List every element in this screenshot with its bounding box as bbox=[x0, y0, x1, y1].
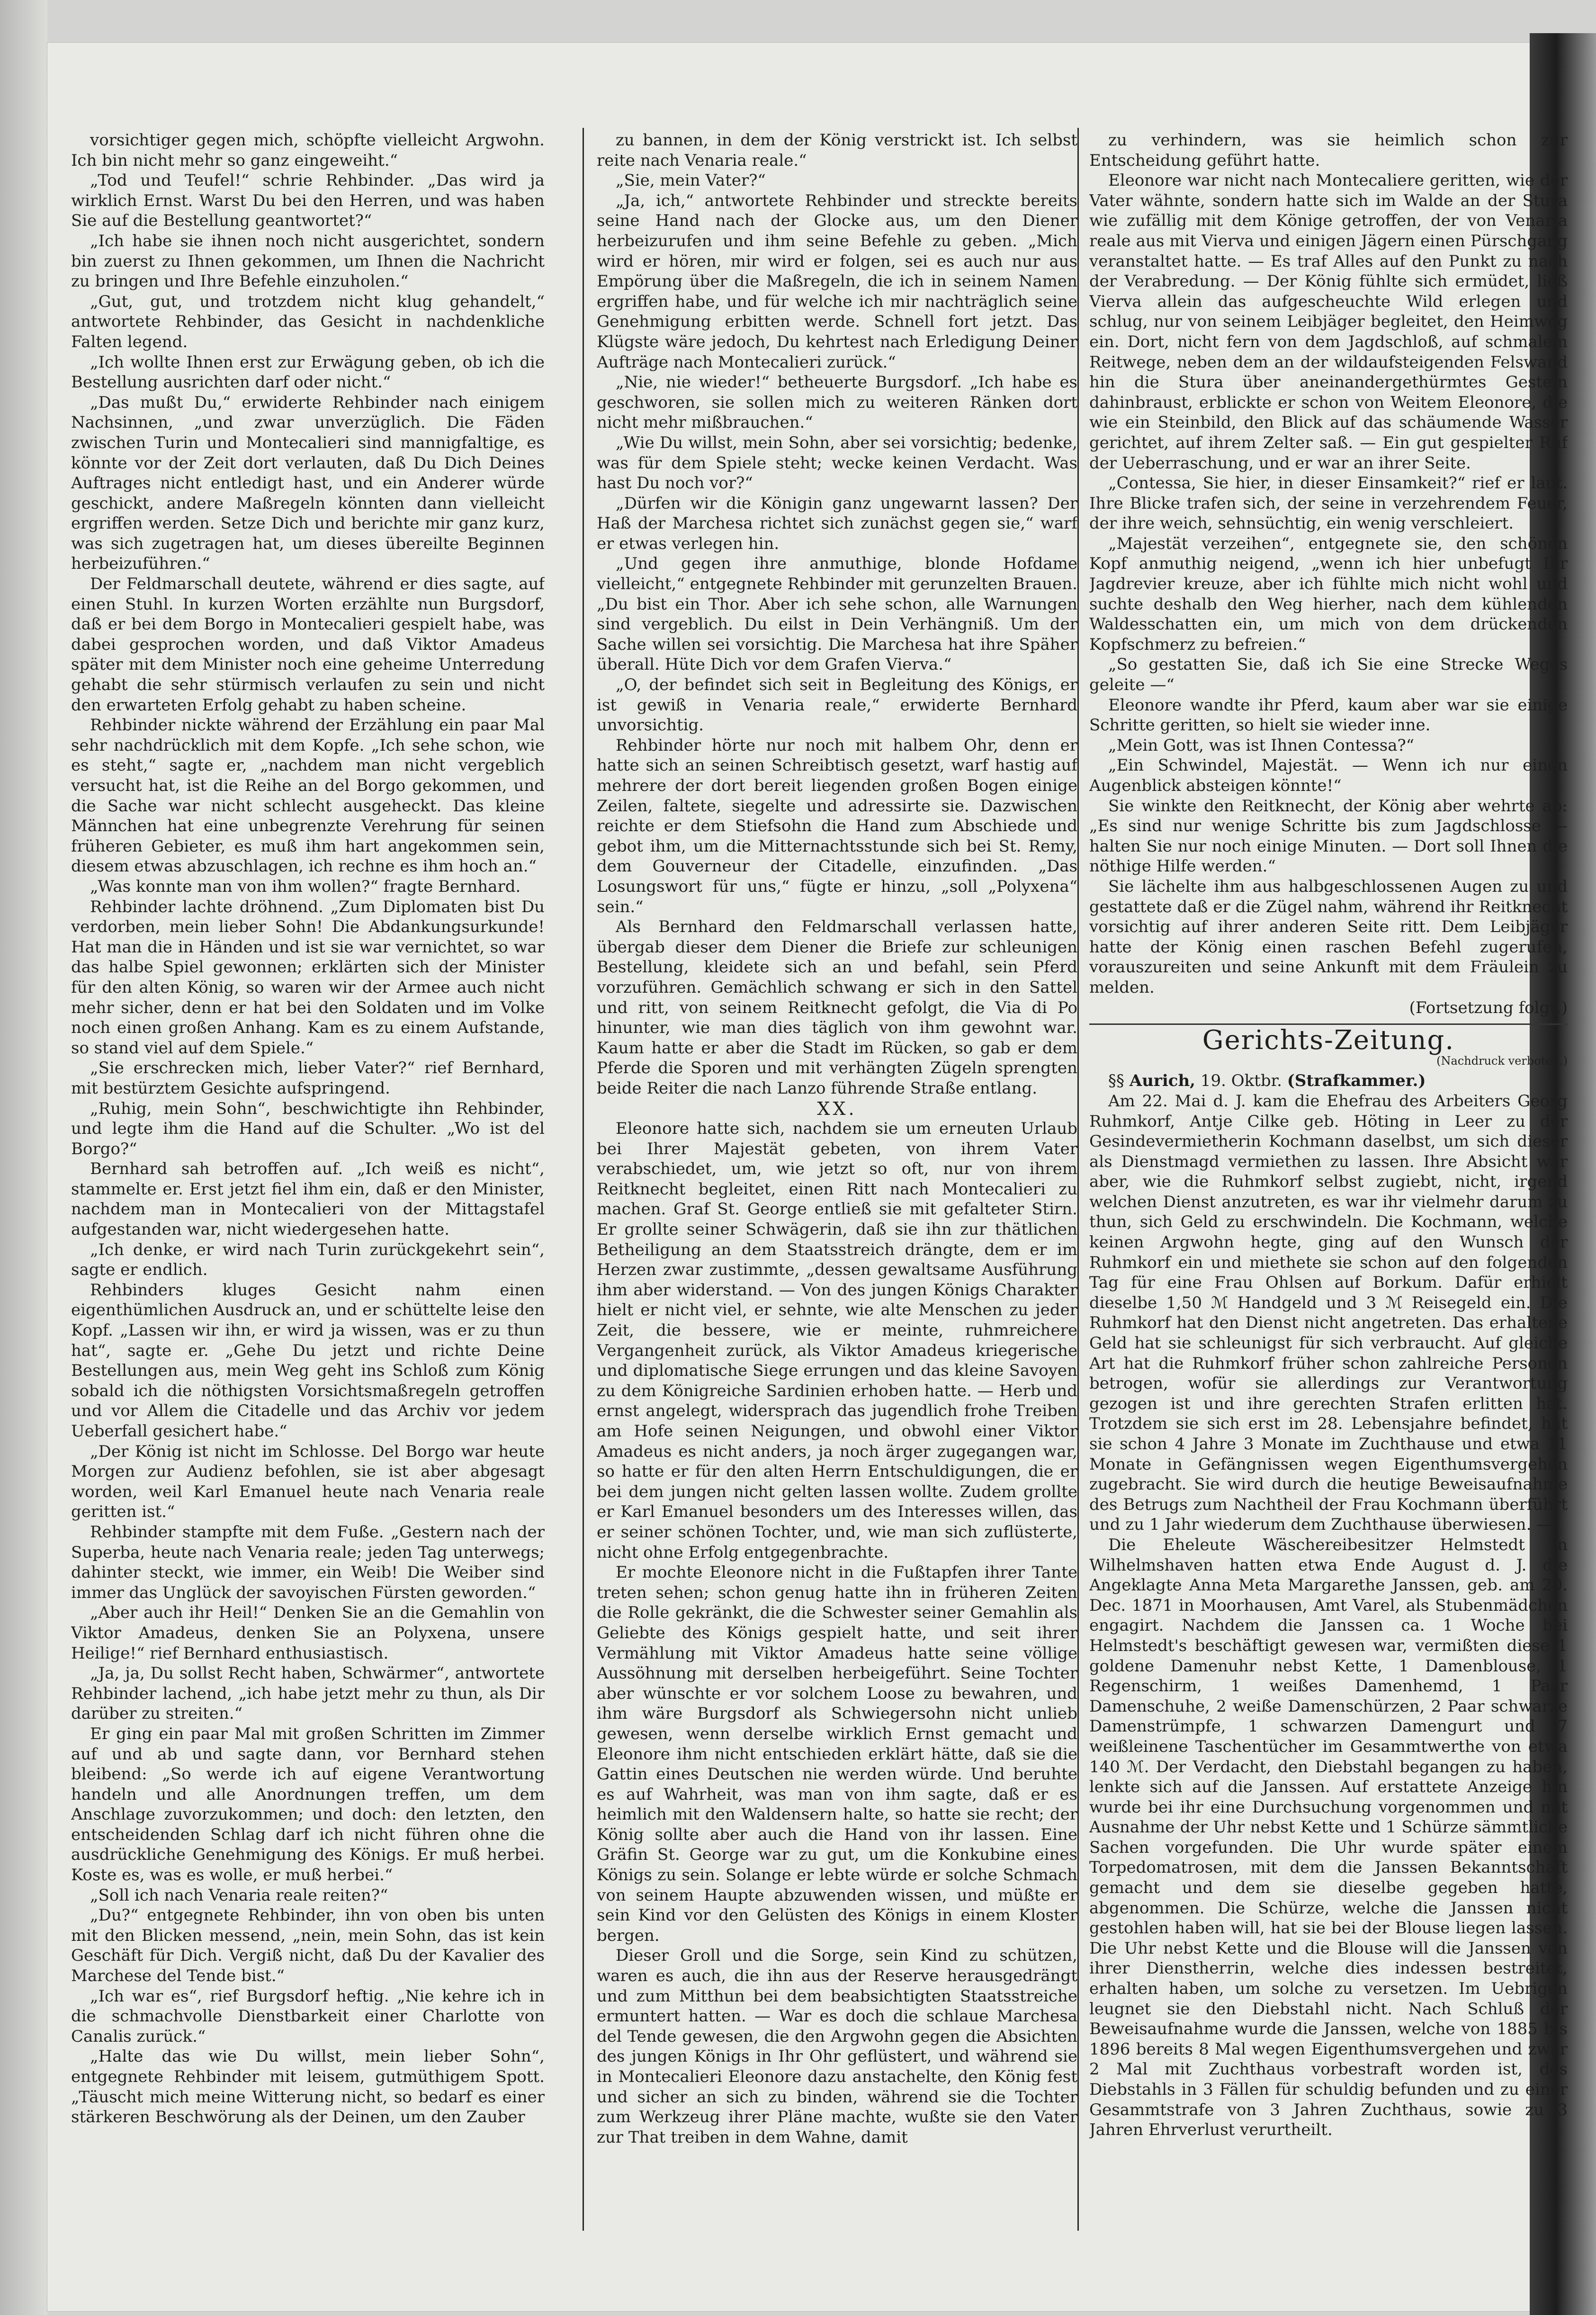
dateline-prefix: §§ bbox=[1108, 1071, 1124, 1091]
paragraph: „Was konnte man von ihm wollen?“ fragte Bernhard. bbox=[90, 877, 521, 896]
paragraph: Eleonore hatte sich, nachdem sie um erneuten Urlaub bei Ihrer Majestät gebeten, von ihrem Vater verabschiedet, um, wie jetzt so oft, nur von ihrem Reitknecht begleitet, einen Ritt nach Montecalieri zu machen. Graf St. George entließ sie mit gefalteter Stirn. Er grollte seiner Schwägerin, daß sie ihn zur thätlichen Betheiligung an dem Staatsstreich drängte, dem er im Herzen zwar zustimmte, „dessen gewaltsame Ausführung ihm aber widerstand. — Von des jungen Königs Charakter hielt er nicht viel, er sehnte, wie alte Menschen zu jeder Zeit, die bessere, wie er meinte, ruhmreichere Vergangenheit zurück, als Viktor Amadeus kriegerische und diplomatische Siege errungen und das kleine Savoyen zu dem Königreiche Sardinien erhoben hatte. — Herb und ernst angelegt, widersprach das jugendlich frohe Treiben am Hofe seinen Neigungen, und obwohl einer Viktor Amadeus es nicht anders, ja noch ärger zugegangen war, so hatte er für den alten Herrn Entschuldigungen, die er bei dem jungen nicht gelten lassen wollte. Zudem grollte er Karl Emanuel besonders um des Interesses willen, das er seiner schönen Tochter, und, wie man sich zuflüsterte, nicht ohne Erfolg entgegenbrachte. bbox=[597, 1119, 1077, 1562]
dateline-chamber: (Strafkammer.) bbox=[1287, 1071, 1426, 1091]
reprint-note: (Nachdruck verboten.) bbox=[1436, 1054, 1568, 1068]
paragraph: Am 22. Mai d. J. kam die Ehefrau des Arbeiters Georg Ruhmkorf, Antje Cilke geb. Höting in Leer zu der Gesindevermietherin Kochmann daselbst, um sich dieser als Dienstmagd vermiethen zu lassen. Ihre Absicht war aber, wie die Ruhmkorf selbst zugiebt, nicht, irgend welchen Dienst anzutreten, es war ihr vielmehr darum zu thun, sich Geld zu erschwindeln. Die Kochmann, welche keinen Argwohn hegte, ging auf den Wunsch der Ruhmkorf ein und miethete sie schon auf den folgenden Tag für eine Frau Ohlsen auf Borkum. Dafür erhielt dieselbe 1,50 ℳ Handgeld und 3 ℳ Reisegeld ein. Die Ruhmkorf hat den Dienst nicht angetreten. Das erhaltene Geld hat sie schleunigst für sich verbraucht. Auf gleiche Art hat die Ruhmkorf früher schon zahlreiche Personen betrogen, wofür sie allerdings zur Verantwortung gezogen ist und ihre gerechten Strafen erlitten hat. Trotzdem sie sich erst im 28. Lebensjahre befindet, hat sie schon 4 Jahre 3 Monate im Zuchthause und etwa 11 Monate in Gefängnissen wegen Eigenthumsvergehen zugebracht. Sie wird durch die heutige Beweisaufnahme des Betrugs zum Nachtheil der Frau Kochmann überführt und zu 1 Jahr wiederum dem Zuchthause überwiesen. — bbox=[1089, 1091, 1568, 1534]
story-part bbox=[597, 130, 1077, 1099]
paragraph: „Dürfen wir die Königin ganz ungewarnt lassen? Der Haß der Marchesa richtet sich zunächst gegen sie,“ warf er etwas verlegen hin. bbox=[597, 494, 1077, 553]
paragraph: „Ich habe sie ihnen noch nicht ausgerichtet, sondern bin zuerst zu Ihnen gekommen, um Ihnen die Nachricht zu bringen und Ihre Befehle einzuholen.“ bbox=[71, 231, 545, 291]
continuation-note: (Fortsetzung folgt.) bbox=[1409, 998, 1568, 1017]
paragraph: Der Feldmarschall deutete, während er dies sagte, auf einen Stuhl. In kurzen Worten erzählte nun Burgsdorf, daß er bei dem Borgo in Montecalieri gespielt habe, was dabei gesprochen worden, und daß Viktor Amadeus später mit dem Minister noch eine geheime Unterredung gehabt die sehr stürmisch verlaufen zu sein und nicht den erwarteten Erfolg gehabt zu haben scheine. bbox=[71, 574, 545, 715]
paragraph: „Sie, mein Vater?“ bbox=[616, 171, 766, 190]
dateline-place: Aurich, bbox=[1129, 1071, 1195, 1091]
page-edge-shadow bbox=[0, 0, 47, 2315]
paragraph: „Ruhig, mein Sohn“, beschwichtigte ihn Rehbinder, und legte ihm die Hand auf die Schulter. „Wo ist del Borgo?“ bbox=[71, 1099, 545, 1158]
paragraph: Rehbinder stampfte mit dem Fuße. „Gestern nach der Superba, heute nach Venaria reale; jeden Tag unterwegs; dahinter steckt, wie immer, ein Weib! Die Weiber sind immer das Unglück der savoyischen Fürsten geworden.“ bbox=[71, 1522, 545, 1602]
story-part bbox=[597, 1119, 1077, 2147]
paragraph: zu bannen, in dem der König verstrickt ist. Ich selbst reite nach Venaria reale.“ bbox=[597, 131, 1077, 170]
paragraph: „Contessa, Sie hier, in dieser Einsamkeit?“ rief er laut. Ihre Blicke trafen sich, der seine in verzehrendem Feuer, der ihre weich, sehnsüchtig, ein wenig verschleiert. bbox=[1089, 474, 1568, 533]
paragraph: „Sie erschrecken mich, lieber Vater?“ rief Bernhard, mit bestürztem Gesichte aufspringend. bbox=[71, 1059, 545, 1098]
paragraph: Eleonore wandte ihr Pferd, kaum aber war sie einige Schritte geritten, so hielt sie wieder inne. bbox=[1089, 695, 1568, 735]
paragraph: Sie lächelte ihm aus halbgeschlossenen Augen zu und gestattete daß er die Zügel nahm, während ihr Reitknecht vorsichtig auf ihrer anderen Seite ritt. Dem Leibjäger hatte der König einen raschen Befehl zugerufen, vorauszureiten und seine Ankunft mit dem Fräulein zu melden. bbox=[1089, 877, 1568, 997]
paragraph: „Das mußt Du,“ erwiderte Rehbinder nach einigem Nachsinnen, „und zwar unverzüglich. Die Fäden zwischen Turin und Montecalieri sind mannigfaltige, es könnte vor der Zeit dort verlauten, daß Du Dich Deines Auftrages nicht entledigt hast, und ein Anderer würde geschickt, andere Maßregeln könnten dann vielleicht ergriffen werden. Setze Dich und berichte mir ganz kurz, was sich zugetragen hat, um dieses übereilte Beginnen herbeizuführen.“ bbox=[71, 393, 545, 574]
court-news-heading: Gerichts-Zeitung. bbox=[1202, 1025, 1455, 1056]
column-rule bbox=[1077, 128, 1079, 2231]
dateline bbox=[1089, 1071, 1568, 1091]
paragraph: „Aber auch ihr Heil!“ Denken Sie an die Gemahlin von Viktor Amadeus, denken Sie an Polyxena, unsere Heilige!“ rief Bernhard enthusiastisch. bbox=[71, 1603, 545, 1663]
paragraph: Rehbinder lachte dröhnend. „Zum Diplomaten bist Du verdorben, mein lieber Sohn! Die Abdankungsurkunde! Hat man die in Händen und ist sie war vernichtet, so war das halbe Spiel gewonnen; erklärten sich der Minister für den alten König, so waren wir der Armee auch nicht mehr sicher, denn er hat bei den Soldaten und im Volke noch einen großen Anhang. Kam es zu einem Aufstande, so stand viel auf dem Spiele.“ bbox=[71, 897, 545, 1058]
paragraph: „Und gegen ihre anmuthige, blonde Hofdame vielleicht,“ entgegnete Rehbinder mit gerunzelten Brauen. „Du bist ein Thor. Aber ich sehe schon, alle Warnungen sind vergeblich. Du eilst in Dein Verhängniß. Um der Sache willen sei vorsichtig. Die Marchesa hat ihre Späher überall. Hüte Dich vor dem Grafen Vierva.“ bbox=[597, 554, 1077, 674]
paragraph: „Ja, ich,“ antwortete Rehbinder und streckte bereits seine Hand nach der Glocke aus, um den Diener herbeizurufen und ihm seine Befehle zu geben. „Mich wird er hören, mir wird er folgen, sei es auch nur aus Empörung über die Maßregeln, die ich in seinem Namen ergriffen habe, und für welche ich mir nachträglich seine Genehmigung erbitten werde. Schnell fort jetzt. Das Klügste wäre jedoch, Du kehrtest nach Erledigung Deiner Aufträge nach Montecalieri zurück.“ bbox=[597, 191, 1077, 372]
paragraph: „Ich denke, er wird nach Turin zurückgekehrt sein“, sagte er endlich. bbox=[71, 1240, 545, 1280]
paragraph: „Tod und Teufel!“ schrie Rehbinder. „Das wird ja wirklich Ernst. Warst Du bei den Herren, und was haben Sie auf die Bestellung geantwortet?“ bbox=[71, 171, 545, 231]
paragraph: „Ein Schwindel, Majestät. — Wenn ich nur einen Augenblick absteigen könnte!“ bbox=[1089, 756, 1568, 795]
paragraph: Die Eheleute Wäschereibesitzer Helmstedt in Wilhelmshaven hatten etwa Ende August d. J. die Angeklagte Anna Meta Margarethe Janssen, geb. am 20. Dec. 1871 in Moorhausen, Amt Varel, als Stubenmädchen engagirt. Nachdem die Janssen ca. 1 Woche bei Helmstedt's beschäftigt gewesen war, vermißten diese 1 goldene Damenuhr nebst Kette, 1 Damenblouse, 1 Regenschirm, 1 weißes Damenhemd, 1 Paar Damenschuhe, 2 weiße Damenschürzen, 2 Paar schwarze Damenstrümpfe, 1 schwarzen Damengurt und 7 weißleinene Taschentücher im Gesammtwerthe von etwa 140 ℳ. Der Verdacht, den Diebstahl begangen zu haben, lenkte sich auf die Janssen. Auf erstattete Anzeige hin wurde bei ihr eine Durchsuchung vorgenommen und mit Ausnahme der Uhr nebst Kette und 1 Schürze sämmtliche Sachen vorgefunden. Die Uhr wurde später einem Torpedomatrosen, mit dem die Janssen Bekanntschaft gemacht und dem sie dieselbe gegeben hatte, abgenommen. Die Schürze, welche die Janssen nicht gestohlen haben will, hat sie bei der Blouse liegen lassen. Die Uhr nebst Kette und die Blouse will die Janssen von ihrer Dienstherrin, welche dies indessen bestreitet, erhalten haben, um solche zu versetzen. Im Uebrigen leugnet sie den Diebstahl nicht. Nach Schluß der Beweisaufnahme wurde die Janssen, welche von 1885 bis 1896 bereits 8 Mal wegen Eigenthumsvergehen und zwar 2 Mal mit Zuchthaus vorbestraft worden ist, des Diebstahls in 3 Fällen für schuldig befunden und zu einer Gesammtstrafe von 3 Jahren Zuchthaus, sowie zu 3 Jahren Ehrverlust verurtheilt. bbox=[1089, 1535, 1568, 2140]
text-column-2 bbox=[597, 130, 1077, 2261]
court-report bbox=[1089, 1091, 1568, 2140]
paragraph: „Gut, gut, und trotzdem nicht klug gehandelt,“ antwortete Rehbinder, das Gesicht in nachdenkliche Falten legend. bbox=[71, 292, 545, 351]
paragraph: Sie winkte den Reitknecht, der König aber wehrte ab: „Es sind nur wenige Schritte bis zum Jagdschlosse — halten Sie nur noch einige Minuten. — Dort soll Ihnen die nöthige Hilfe werden.“ bbox=[1089, 796, 1568, 876]
paragraph: Er ging ein paar Mal mit großen Schritten im Zimmer auf und ab und sagte dann, vor Bernhard stehen bleibend: „So werde ich auf eigene Verantwortung handeln und alle Anordnungen treffen, um dem Anschlage zuvorzukommen; und doch: den letzten, den entscheidenden Schlag darf ich nicht führen ohne die ausdrückliche Genehmigung des Königs. Er muß herbei. Koste es, was es wolle, er muß herbei.“ bbox=[71, 1724, 545, 1885]
paragraph: Als Bernhard den Feldmarschall verlassen hatte, übergab dieser dem Diener die Briefe zur schleunigen Bestellung, kleidete sich an und befahl, sein Pferd vorzuführen. Gemächlich schwang er sich in den Sattel und ritt, von seinem Reitknecht gefolgt, die Via di Po hinunter, wie man dies täglich von ihm gewohnt war. Kaum hatte er aber die Stadt im Rücken, so gab er dem Pferde die Sporen und mit verhängten Zügeln sprengten beide Reiter die nach Lanzo führende Straße entlang. bbox=[597, 917, 1077, 1098]
paragraph: Rehbinder nickte während der Erzählung ein paar Mal sehr nachdrücklich mit dem Kopfe. „Ich sehe schon, wie es steht,“ sagte er, „nachdem man nicht vergeblich versucht hat, ist die Reihe an del Borgo gekommen, und die Sache war nicht schlecht ausgeheckt. Das kleine Männchen hat eine unbegrenzte Verehrung für seinen früheren Gebieter, es muß ihm hart angekommen sein, diesem etwas abzuschlagen, ich rechne es ihm hoch an.“ bbox=[71, 716, 545, 876]
paragraph: „Majestät verzeihen“, entgegnete sie, den schönen Kopf anmuthig neigend, „wenn ich hier unbefugt Ihr Jagdrevier kreuze, aber ich fühlte mich nicht wohl und suchte deshalb den Weg hierher, nach dem kühlenden Waldesschatten ein, um mich von dem drückenden Kopfschmerz zu befreien.“ bbox=[1089, 534, 1568, 654]
paragraph: „Ich wollte Ihnen erst zur Erwägung geben, ob ich die Bestellung ausrichten darf oder nicht.“ bbox=[71, 352, 545, 392]
text-column-1 bbox=[71, 130, 545, 2261]
paragraph: Rehbinder hörte nur noch mit halbem Ohr, denn er hatte sich an seinen Schreibtisch gesetzt, warf hastig auf mehrere der dort bereit liegenden großen Bogen einige Zeilen, faltete, siegelte und adressirte sie. Dazwischen reichte er dem Stiefsohn die Hand zum Abschiede und gebot ihm, um die Mitternachtsstunde sich bei St. Remy, dem Gouverneur der Citadelle, einzufinden. „Das Losungswort für uns,“ fügte er hinzu, „soll „Polyxena“ sein.“ bbox=[597, 736, 1077, 916]
paragraph: „Mein Gott, was ist Ihnen Contessa?“ bbox=[1108, 736, 1415, 755]
paragraph: Eleonore war nicht nach Montecaliere geritten, wie der Vater wähnte, sondern hatte sich im Walde an der Stura wie zufällig mit dem Könige getroffen, der von Venaria reale aus mit Vierva und einigen Jägern einen Pürschgang veranstaltet hatte. — Es traf Alles auf den Punkt zu nach der Verabredung. — Der König fühlte sich ermüdet, ließ Vierva allein das aufgescheuchte Wild erlegen und schlug, nur von seinem Leibjäger begleitet, den Heimweg ein. Dort, nicht fern von dem Jagdschloß, auf schmalem Reitwege, neben dem an der wildaufsteigenden Felswand hin die Stura über aneinandergethürmtes Gestein dahinbraust, erblickte er schon von Weitem Eleonore, die wie ein Steinbild, den Blick auf das schäumende Wasser gerichtet, auf ihrem Zelter saß. — Ein gut gespielter Ruf der Ueberraschung, und er war an ihrer Seite. bbox=[1089, 171, 1568, 473]
paragraph: „Wie Du willst, mein Sohn, aber sei vorsichtig; bedenke, was für dem Spiele steht; wecke keinen Verdacht. Was hast Du noch vor?“ bbox=[597, 433, 1077, 493]
paragraph: Rehbinders kluges Gesicht nahm einen eigenthümlichen Ausdruck an, und er schüttelte leise den Kopf. „Lassen wir ihn, er wird ja wissen, was er zu thun hat“, sagte er. „Gehe Du jetzt und richte Deine Bestellungen aus, mein Weg geht ins Schloß zum König sobald ich die nöthigsten Vorsichtsmaßregeln getroffen und vor Allem die Citadelle und das Archiv vor jedem Ueberfall gesichert habe.“ bbox=[71, 1280, 545, 1441]
dateline-date: 19. Oktbr. bbox=[1200, 1071, 1282, 1091]
paragraph: Er mochte Eleonore nicht in die Fußtapfen ihrer Tante treten sehen; schon genug hatte ihn in früheren Zeiten die Rolle gekränkt, die die Schwester seiner Gemahlin als Geliebte des Königs gespielt hatte, und seit ihrer Vermählung mit Viktor Amadeus hatte seine völlige Aussöhnung mit derselben herbeigeführt. Seine Tochter aber wünschte er vor solchem Loose zu bewahren, und ihm wäre Burgsdorf als Schwiegersohn nicht unlieb gewesen, wenn derselbe wirklich Ernst gemacht und Eleonore ihm nicht entschieden erklärt hätte, daß sie die Gattin eines Deutschen nie werden würde. Und beruhte es auf Wahrheit, was man von ihm sagte, daß er es heimlich mit den Waldensern halte, so hatte sie recht; der König sollte aber auch die Hand von ihr lassen. Eine Gräfin St. George war zu gut, um die Konkubine eines Königs zu sein. Solange er lebte würde er solche Schmach von seinem Haupte abzuwenden wissen, und müßte er sein Kind vor den Gelüsten des Königs in einem Kloster bergen. bbox=[597, 1563, 1077, 1945]
paragraph: „So gestatten Sie, daß ich Sie eine Strecke Weges geleite —“ bbox=[1089, 655, 1568, 695]
paragraph: „Halte das wie Du willst, mein lieber Sohn“, entgegnete Rehbinder mit leisem, gutmüthigem Spott. „Täuscht mich meine Witterung nicht, so bedarf es einer stärkeren Beschwörung als der Deinen, um den Zauber bbox=[71, 2047, 545, 2127]
paragraph: „O, der befindet sich seit in Begleitung des Königs, er ist gewiß in Venaria reale,“ erwiderte Bernhard unvorsichtig. bbox=[597, 675, 1077, 735]
paragraph: „Ja, ja, Du sollst Recht haben, Schwärmer“, antwortete Rehbinder lachend, „ich habe jetzt mehr zu thun, als Dir darüber zu streiten.“ bbox=[71, 1664, 545, 1723]
chapter-number: XX. bbox=[817, 1098, 857, 1119]
story-part bbox=[1089, 130, 1568, 998]
paragraph: „Nie, nie wieder!“ betheuerte Burgsdorf. „Ich habe es geschworen, sie sollen mich zu weiteren Ränken dort nicht mehr mißbrauchen.“ bbox=[597, 373, 1077, 432]
paragraph: Dieser Groll und die Sorge, sein Kind zu schützen, waren es auch, die ihn aus der Reserve herausgedrängt und zum Mitthun bei dem beabsichtigten Staatsstreiche ermuntert hatten. — War es doch die schlaue Marchesa del Tende gewesen, die den Argwohn gegen die Absichten des jungen Königs in Ihr Ohr geflüstert, und während sie in Montecalieri Eleonore dazu anstachelte, den König fest und sicher an sich zu binden, während sie die Tochter zum Werkzeug ihrer Pläne machte, wußte sie den Vater zur That treiben in dem Wahne, damit bbox=[597, 1946, 1077, 2147]
text-column-3 bbox=[1089, 130, 1568, 2261]
paragraph: Bernhard sah betroffen auf. „Ich weiß es nicht“, stammelte er. Erst jetzt fiel ihm ein, daß er den Minister, nachdem man in Montecalieri von der Mittagstafel aufgestanden war, nicht wiedergesehen hatte. bbox=[71, 1159, 545, 1239]
paragraph: zu verhindern, was sie heimlich schon zur Entscheidung geführt hatte. bbox=[1089, 131, 1568, 170]
paragraph: vorsichtiger gegen mich, schöpfte vielleicht Argwohn. Ich bin nicht mehr so ganz eingeweiht.“ bbox=[71, 131, 545, 170]
paragraph: „Ich war es“, rief Burgsdorf heftig. „Nie kehre ich in die schmachvolle Dienstbarkeit einer Charlotte von Canalis zurück.“ bbox=[71, 1986, 545, 2046]
paragraph: „Du?“ entgegnete Rehbinder, ihn von oben bis unten mit den Blicken messend, „nein, mein Sohn, das ist kein Geschäft für Dich. Vergiß nicht, daß Du der Kavalier des Marchese del Tende bist.“ bbox=[71, 1906, 545, 1986]
paragraph: „Der König ist nicht im Schlosse. Del Borgo war heute Morgen zur Audienz befohlen, sie ist aber abgesagt worden, weil Karl Emanuel heute nach Venaria reale geritten ist.“ bbox=[71, 1442, 545, 1522]
column-rule bbox=[583, 128, 584, 2231]
paragraph: „Soll ich nach Venaria reale reiten?“ bbox=[90, 1885, 388, 1905]
